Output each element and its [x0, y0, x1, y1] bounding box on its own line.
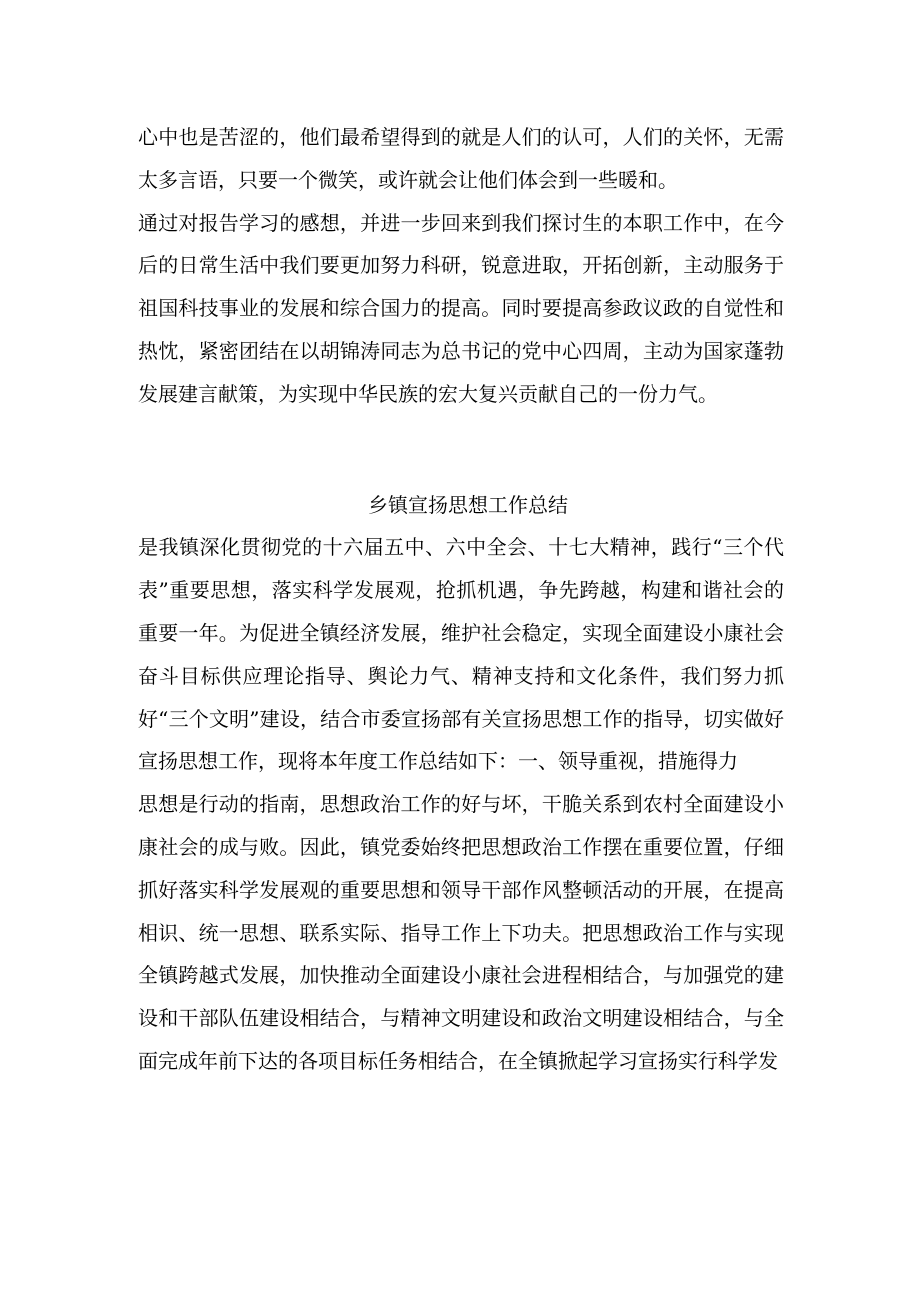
paragraph-intro: 是我镇深化贯彻党的十六届五中、六中全会、十七大精神，践行“三个代表”重要思想，落实科学发展观，抢抓机遇，争先跨越，构建和谐社会的重要一年。为促进全镇经济发展，维护社会稳定，实现全面建设小康社会奋斗目标供应理论指导、舆论力气、精神支持和文化条件，我们努力抓好“三个文明”建设，结合市委宣扬部有关宣扬思想工作的指导，切实做好宣扬思想工作，现将本年度工作总结如下：一、领导重视，措施得力 [138, 535, 784, 774]
section-title: 乡镇宣扬思想工作总结 [368, 492, 568, 517]
document-page [138, 116, 784, 1083]
paragraph-leadership: 思想是行动的指南，思想政治工作的好与坏，干脆关系到农村全面建设小康社会的成与败。因此，镇党委始终把思想政治工作摆在重要位置，仔细抓好落实科学发展观的重要思想和领导干部作风整顿活动的开展，在提高相识、统一思想、联系实际、指导工作上下功夫。把思想政治工作与实现全镇跨越式发展，加快推动全面建设小康社会进程相结合，与加强党的建设和干部队伍建设相结合，与精神文明建设和政治文明建设相结合，与全面完成年前下达的各项目标任务相结合，在全镇掀起学习宣扬实行科学发 [138, 792, 784, 1073]
paragraph-reflection: 通过对报告学习的感想，并进一步回来到我们探讨生的本职工作中，在今后的日常生活中我们要更加努力科研，锐意进取，开拓创新，主动服务于祖国科技事业的发展和综合国力的提高。同时要提高参政议政的自觉性和热忱，紧密团结在以胡锦涛同志为总书记的党中心四周，主动为国家蓬勃发展建言献策，为实现中华民族的宏大复兴贡献自己的一份力气。 [138, 210, 784, 406]
paragraph-continuation: 心中也是苦涩的，他们最希望得到的就是人们的认可，人们的关怀，无需太多言语，只要一个微笑，或许就会让他们体会到一些暖和。 [138, 125, 784, 192]
